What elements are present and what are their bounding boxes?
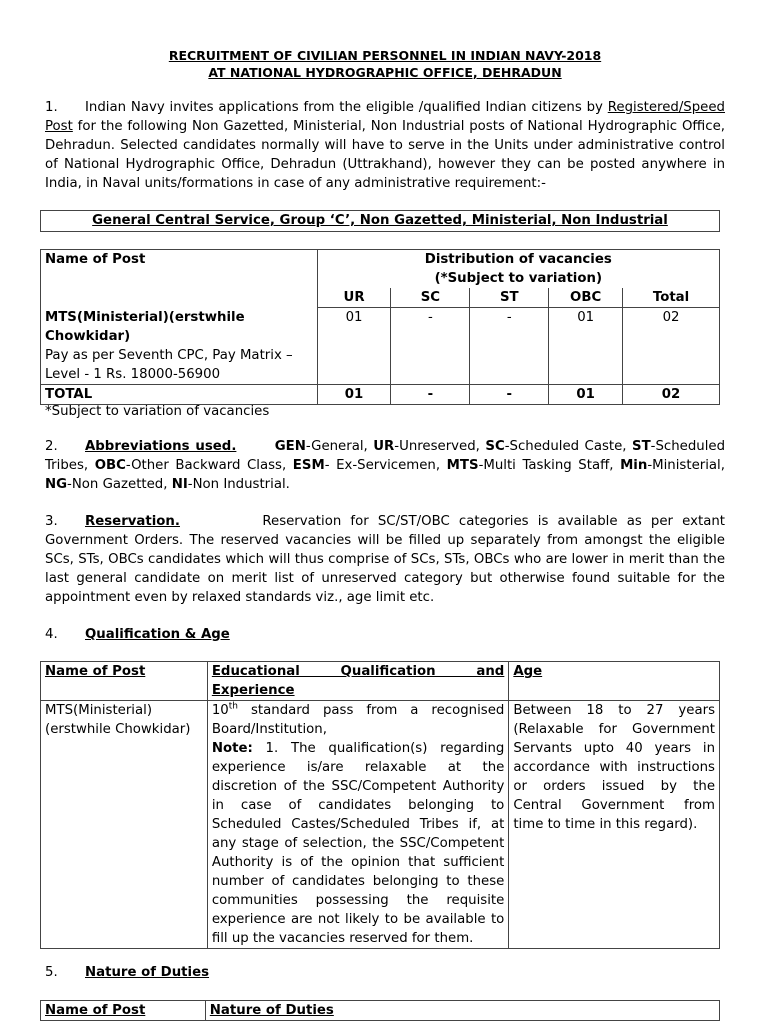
total-total: 02 (623, 384, 720, 404)
abbreviation-meaning: -Scheduled Caste, (504, 439, 633, 454)
table-row (41, 662, 720, 701)
abbreviation-code: Min (620, 458, 648, 473)
paragraph-5 (45, 963, 725, 982)
doc-title-line2: AT NATIONAL HYDROGRAPHIC OFFICE, DEHRADUN (208, 65, 562, 80)
abbreviation-meaning: -Non Industrial. (187, 477, 290, 492)
vacancy-table (40, 249, 720, 405)
qual-header-age: Age (509, 662, 720, 701)
table-row (41, 308, 720, 385)
abbreviation-meaning: -Ministerial, (647, 458, 725, 473)
qual-post-line1: MTS(Ministerial) (45, 703, 153, 718)
total-ur: 01 (317, 384, 391, 404)
qualification-heading: Qualification & Age (85, 627, 230, 642)
para-text: for the following Non Gazetted, Ministerial, Non Industrial posts of National Hydrographic Office, Dehradun. Selected candidates normally will have to serve in the Units under administrative control of National Hydrographic Office, Dehradun (Uttrakhand), however they can be posted anywhere in India, in Naval units/formations in case of any administrative requirement:- (45, 119, 725, 191)
abbreviations-heading: Abbreviations used. (85, 439, 237, 454)
total-label: TOTAL (41, 384, 318, 404)
para-number: 4. (45, 627, 58, 642)
edu-text: 10 (211, 703, 229, 718)
name-of-post-header: Name of Post (41, 250, 318, 308)
col-header-total: Total (623, 288, 720, 308)
para-number: 2. (45, 439, 58, 454)
total-sc: - (391, 384, 470, 404)
qual-age-cell: Between 18 to 27 years (Relaxable for Government Servants upto 40 years in accordance with instructions or orders issued by the Central Government from time to time in this regard). (509, 701, 720, 949)
abbreviation-code: NI (171, 477, 188, 492)
abbreviation-meaning: -Other Backward Class, (125, 458, 293, 473)
col-header-sc: SC (391, 288, 470, 308)
reservation-text: Reservation for SC/ST/OBC categories is available as per extant Government Orders. The reserved vacancies will be filled up separately from amongst the eligible SCs, STs, OBCs candidates which will thus comprise of SCs, STs, OBCs who are lower in merit than the last general candidate on merit list of unreserved category but otherwise found suitable for the appointment even by relaxed standards viz., age limit etc. (45, 514, 725, 605)
abbreviation-code: NG (45, 477, 68, 492)
value-obc: 01 (549, 308, 623, 385)
paragraph-4 (45, 625, 725, 644)
value-total: 02 (623, 308, 720, 385)
col-header-obc: OBC (549, 288, 623, 308)
qual-header-education: Educational Qualification and Experience (207, 662, 508, 701)
abbreviation-code: OBC (94, 458, 126, 473)
abbreviation-code: UR (373, 439, 395, 454)
value-st: - (470, 308, 549, 385)
abbreviation-code: SC (485, 439, 505, 454)
table-row (41, 701, 720, 949)
abbreviation-meaning: -General, (305, 439, 374, 454)
post-name: MTS(Ministerial)(erstwhile Chowkidar) (45, 309, 245, 344)
para-number: 5. (45, 965, 58, 980)
distribution-header (317, 250, 719, 289)
abbreviation-code: MTS (446, 458, 479, 473)
note-text: 1. The qualification(s) regarding experience is/are relaxable at the discretion of the SSC/Competent Authority in case of candidates belonging to Scheduled Castes/Scheduled Tribes if, at any stage of selection, the SSC/Competent Authority is of the opinion that sufficient number of candidates belonging to these communities possessing the requisite experience are not likely to be available to fill up the vacancies reserved for them. (211, 741, 505, 946)
table-row (41, 1001, 720, 1021)
value-ur: 01 (317, 308, 391, 385)
para-number: 3. (45, 514, 58, 529)
reservation-heading: Reservation. (85, 514, 180, 529)
qual-post-cell (41, 701, 208, 949)
vacancy-footnote: *Subject to variation of vacancies (45, 404, 270, 419)
qualification-table (40, 661, 720, 949)
table-row (41, 250, 720, 289)
abbreviation-meaning: -Non Gazetted, (67, 477, 172, 492)
doc-title-line1: RECRUITMENT OF CIVILIAN PERSONNEL IN INDIAN NAVY-2018 (168, 48, 602, 63)
edu-text: standard pass from a recognised Board/Institution, (211, 703, 505, 737)
vacancy-caption-box (40, 210, 720, 232)
distribution-header-line2: (*Subject to variation) (434, 271, 603, 286)
distribution-header-line1: Distribution of vacancies (424, 252, 612, 267)
abbreviation-meaning: - Ex-Servicemen, (324, 458, 447, 473)
duties-header-post: Name of Post (41, 1001, 206, 1021)
qual-header-post: Name of Post (41, 662, 208, 701)
vacancy-caption: General Central Service, Group ‘C’, Non Gazetted, Ministerial, Non Industrial (41, 211, 720, 232)
total-st: - (470, 384, 549, 404)
paragraph-1 (45, 98, 725, 193)
abbreviation-code: GEN (274, 439, 306, 454)
abbreviation-meaning: -Scheduled Tribes, (45, 439, 726, 473)
registered-post-text: Registered/Speed Post (45, 100, 725, 134)
para-text: Indian Navy invites applications from the eligible /qualified Indian citizens by (85, 100, 608, 115)
abbreviation-meaning: -Multi Tasking Staff, (478, 458, 621, 473)
paragraph-3 (45, 512, 725, 607)
abbreviation-code: ST (632, 439, 651, 454)
post-cell (41, 308, 318, 385)
abbreviation-meaning: -Unreserved, (394, 439, 486, 454)
qual-education-cell (207, 701, 508, 949)
duties-header-duties: Nature of Duties (205, 1001, 719, 1021)
qual-post-line2: (erstwhile Chowkidar) (45, 722, 191, 737)
value-sc: - (391, 308, 470, 385)
paragraph-2 (45, 437, 725, 494)
table-row (41, 384, 720, 404)
duties-heading: Nature of Duties (85, 965, 210, 980)
para-number: 1. (45, 100, 58, 115)
col-header-ur: UR (317, 288, 391, 308)
duties-table (40, 1000, 720, 1021)
col-header-st: ST (470, 288, 549, 308)
post-pay: Pay as per Seventh CPC, Pay Matrix – Level - 1 Rs. 18000-56900 (45, 347, 293, 382)
note-label: Note: (211, 741, 253, 756)
total-obc: 01 (549, 384, 623, 404)
edu-sup: th (228, 701, 238, 712)
abbreviation-code: ESM (292, 458, 325, 473)
